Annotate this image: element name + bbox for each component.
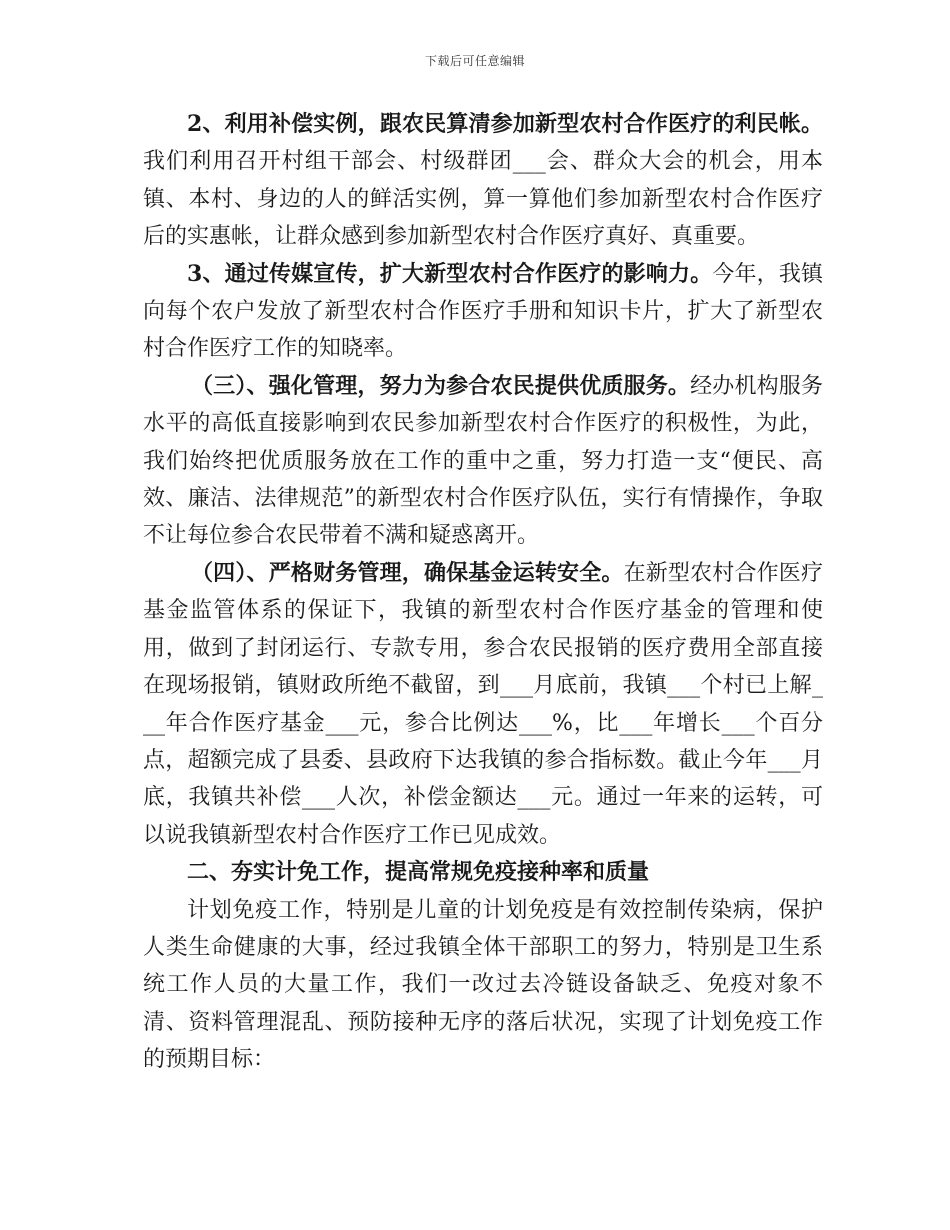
paragraph-media-publicity (143, 256, 823, 368)
paragraph-heading: 3、通过传媒宣传，扩大新型农村合作医疗的影响力。 (187, 260, 713, 287)
paragraph-text: 今年，我镇向每个农户发放了新型农村合作医疗手册和知识卡片，扩大了新型农村合作医疗工作的知晓率。 (143, 261, 823, 362)
paragraph-compensation-examples (143, 106, 823, 256)
header-note: 下载后可任意编辑 (424, 54, 525, 68)
paragraph-text: 经办机构服务水平的高低直接影响到农民参加新型农村合作医疗的积极性，为此，我们始终把优质服务放在工作的重中之重，努力打造一支“便民、高效、廉洁、法律规范”的新型农村合作医疗队伍，实行有情操作，争取不让每位参合农民带着不满和疑惑离开。 (143, 373, 823, 549)
paragraph-heading: （四）、严格财务管理，确保基金运转安全。 (191, 559, 624, 586)
paragraph-heading: （三）、强化管理，努力为参合农民提供优质服务。 (191, 372, 691, 399)
paragraph-text: 计划免疫工作，特别是儿童的计划免疫是有效控制传染病，保护人类生命健康的大事，经过我镇全体干部职工的努力，特别是卫生系统工作人员的大量工作，我们一改过去冷链设备缺乏、免疫对象不清、资料管理混乱、预防接种无序的落后状况，实现了计划免疫工作的预期目标： (143, 897, 823, 1073)
paragraph-text: 在新型农村合作医疗基金监管体系的保证下，我镇的新型农村合作医疗基金的管理和使用，做到了封闭运行、专款专用，参合农民报销的医疗费用全部直接在现场报销，镇财政所绝不截留，到___月底前，我镇___个村已上解___年合作医疗基金___元，参合比例达___%，比___年增长___个百分点，超额完成了县委、县政府下达我镇的参合指标数。截止今年___月底，我镇共补偿___人次，补偿金额达___元。通过一年来的运转，可以说我镇新型农村合作医疗工作已见成效。 (143, 560, 823, 848)
paragraph-financial-management (143, 555, 823, 854)
paragraph-immunization-work (143, 892, 823, 1079)
paragraph-text: 我们利用召开村组干部会、村级群团___会、群众大会的机会，用本镇、本村、身边的人的鲜活实例，算一算他们参加新型农村合作医疗后的实惠帐，让群众感到参加新型农村合作医疗真好、真重要。 (143, 149, 823, 250)
paragraph-heading: 2、利用补偿实例，跟农民算清参加新型农村合作医疗的利民帐。 (187, 111, 823, 137)
paragraph-strengthen-management (143, 368, 823, 555)
section-heading-immunization: 二、夯实计免工作，提高常规免疫接种率和质量 (187, 859, 650, 886)
document-body (143, 106, 823, 1079)
